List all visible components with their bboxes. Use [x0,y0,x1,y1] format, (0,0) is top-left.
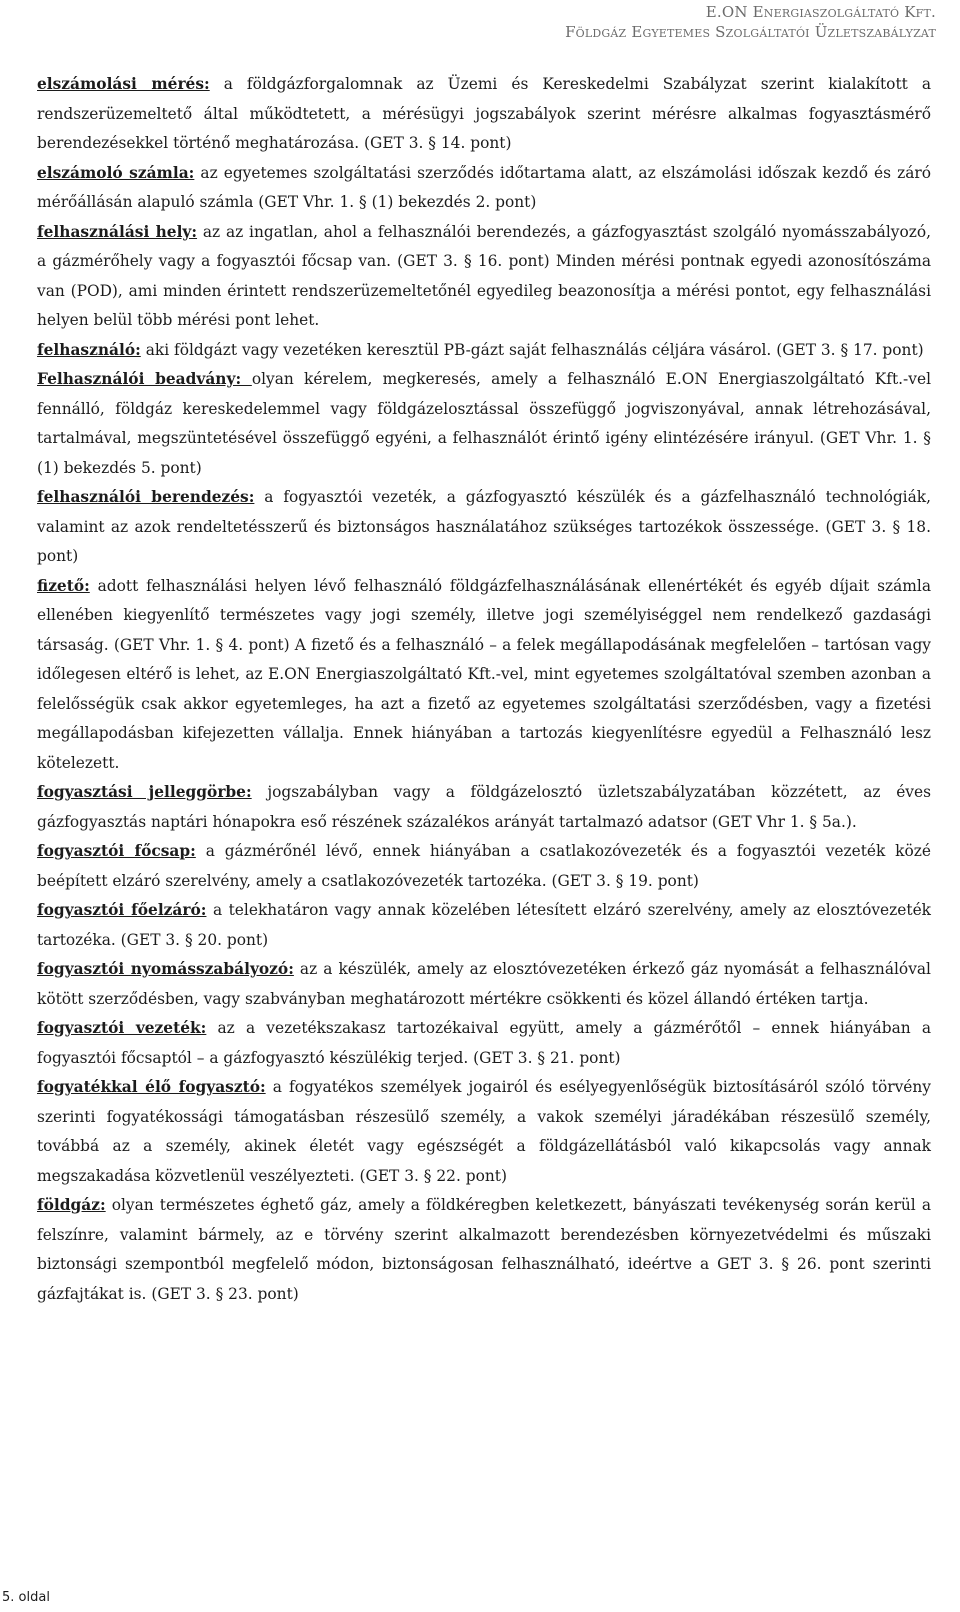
definition-entry [37,1191,931,1309]
definition-entry [37,955,931,1014]
definition-term: felhasználó: [37,340,141,359]
definition-entry [37,218,931,336]
definition-entry [37,837,931,896]
definition-term: Felhasználói beadvány: [37,370,252,388]
definition-entry [37,365,931,483]
definition-term: fogyasztói főelzáró: [37,901,207,919]
definition-term: elszámolási mérés: [37,75,210,93]
page-number: 5. oldal [2,1590,50,1605]
definitions-list [37,70,931,1309]
definition-term: fogyasztói főcsap: [37,842,196,860]
definition-text: olyan kérelem, megkeresés, amely a felhasználó E.ON Energiaszolgáltató Kft.-vel fennálló, földgáz kereskedelemmel vagy földgázelosztással összefüggő jogviszonyával, annak létrehozásával, tartalmával, megszüntetésével összefüggő egyéni, a felhasználót érintő igény elintézésére irányul. (GET Vhr. 1. § (1) bekezdés 5. pont) [37,370,931,477]
definition-text: a fogyatékos személyek jogairól és esélyegyenlőségük biztosításáról szóló törvény szerinti fogyatékossági támogatásban részesülő személy, a vakok személyi járadékában részesülő személy, továbbá az a személy, akinek életét vagy egészségét a földgázellátásból való kikapcsolás vagy annak megszakadása közvetlenül veszélyezteti. (GET 3. § 22. pont) [37,1078,931,1185]
definition-term: fogyatékkal élő fogyasztó: [37,1078,266,1096]
definition-text: jogszabályban vagy a földgázelosztó üzletszabályzatában közzétett, az éves gázfogyasztás naptári hónapokra eső részének százalékos arányát tartalmazó adatsor (GET Vhr 1. § 5a.). [37,783,932,831]
definition-term: fogyasztási jelleggörbe: [37,783,252,801]
definition-entry [37,1014,931,1073]
definition-text: a fogyasztói vezeték, a gázfogyasztó készülék és a gázfelhasználó technológiák, valamint az azok rendeltetésszerű és biztonságos használatához szükséges tartozékok összessége. (GET 3. § 18. pont) [37,488,931,565]
definition-text: az a vezetékszakasz tartozékaival együtt, amely a gázmérőtől – ennek hiányában a fogyasztói főcsaptól – a gázfogyasztó készülékig terjed. (GET 3. § 21. pont) [37,1019,932,1067]
definition-text: a telekhatáron vagy annak közelében létesített elzáró szerelvény, amely az elosztóvezeték tartozéka. (GET 3. § 20. pont) [37,901,932,949]
definition-term: fogyasztói nyomásszabályozó: [37,960,294,978]
header-company: E.ON Energiaszolgáltató Kft. [705,3,936,21]
page-header [565,2,936,42]
definition-text: a földgázforgalomnak az Üzemi és Kereskedelmi Szabályzat szerint kialakított a rendszerüzemeltető által működtetett, a mérésügyi jogszabályok szerint mérésre alkalmas fogyasztásmérő berendezésekkel történő meghatározása. (GET 3. § 14. pont) [37,75,931,152]
definition-entry [37,70,931,159]
definition-text: az a készülék, amely az elosztóvezetéken érkező gáz nyomását a felhasználóval kötött szerződésben, vagy szabványban meghatározott mértékre csökkenti és közel állandó értéken tartja. [37,960,931,1008]
definition-entry [37,896,931,955]
definition-term: felhasználási hely: [37,222,198,241]
definition-text: adott felhasználási helyen lévő felhasználó földgázfelhasználásának ellenértékét és egyéb díjait számla ellenében kiegyenlítő természetes vagy jogi személy, illetve jogi személyiséggel nem rendelkező gazdasági társaság. (GET Vhr. 1. § 4. pont) A fizető és a felhasználó – a felek megállapodásának megfelelően – tartósan vagy időlegesen eltérő is lehet, az E.ON Energiaszolgáltató Kft.-vel, mint egyetemes szolgáltatóval szemben azonban a felelősségük csak akkor egyetemleges, ha azt a fizető az egyetemes szolgáltatási szerződésben, vagy a fizetési megállapodásban kifejezetten vállalja. Ennek hiányában a tartozás kiegyenlítésre egyedül a Felhasználó lesz kötelezett. [37,576,931,772]
definition-text: az az ingatlan, ahol a felhasználói berendezés, a gázfogyasztást szolgáló nyomásszabályozó, a gázmérőhely vagy a fogyasztói főcsap van. (GET 3. § 16. pont) Minden mérési pontnak egyedi azonosítószáma van (POD), ami minden érintett rendszerüzemeltetőnél egyedileg beazonosítja a mérési pontot, egy felhasználási helyen belül több mérési pont lehet. [37,222,931,329]
definition-entry [37,483,931,572]
definition-entry [37,778,931,837]
definition-term: fogyasztói vezeték: [37,1019,207,1037]
definition-text: olyan természetes éghető gáz, amely a földkéregben keletkezett, bányászati tevékenység során kerül a felszínre, valamint bármely, az e törvény szerint alkalmazott berendezésben környezetvédelmi és műszaki biztonsági szempontból megfelelő módon, biztonságosan felhasználható, ideértve a GET 3. § 26. pont szerinti gázfajtákat is. (GET 3. § 23. pont) [37,1196,931,1303]
definition-term: fizető: [37,576,90,595]
definition-term: felhasználói berendezés: [37,488,255,506]
definition-entry [37,1073,931,1191]
definition-text: aki földgázt vagy vezetéken keresztül PB-gázt saját felhasználás céljára vásárol. (GET 3. § 17. pont) [140,340,924,359]
definition-term: elszámoló számla: [37,163,195,182]
definition-text: az egyetemes szolgáltatási szerződés időtartama alatt, az elszámolási időszak kezdő és záró mérőállásán alapuló számla (GET Vhr. 1. § (1) bekezdés 2. pont) [37,163,931,211]
definition-entry [37,336,931,366]
definition-text: a gázmérőnél lévő, ennek hiányában a csatlakozóvezeték és a fogyasztói vezeték közé beépített elzáró szerelvény, amely a csatlakozóvezeték tartozéka. (GET 3. § 19. pont) [37,842,931,890]
definition-entry [37,572,931,779]
definition-term: földgáz: [37,1196,106,1214]
definition-entry [37,159,931,218]
header-document-title: Földgáz Egyetemes Szolgáltatói Üzletszabályzat [565,23,936,41]
